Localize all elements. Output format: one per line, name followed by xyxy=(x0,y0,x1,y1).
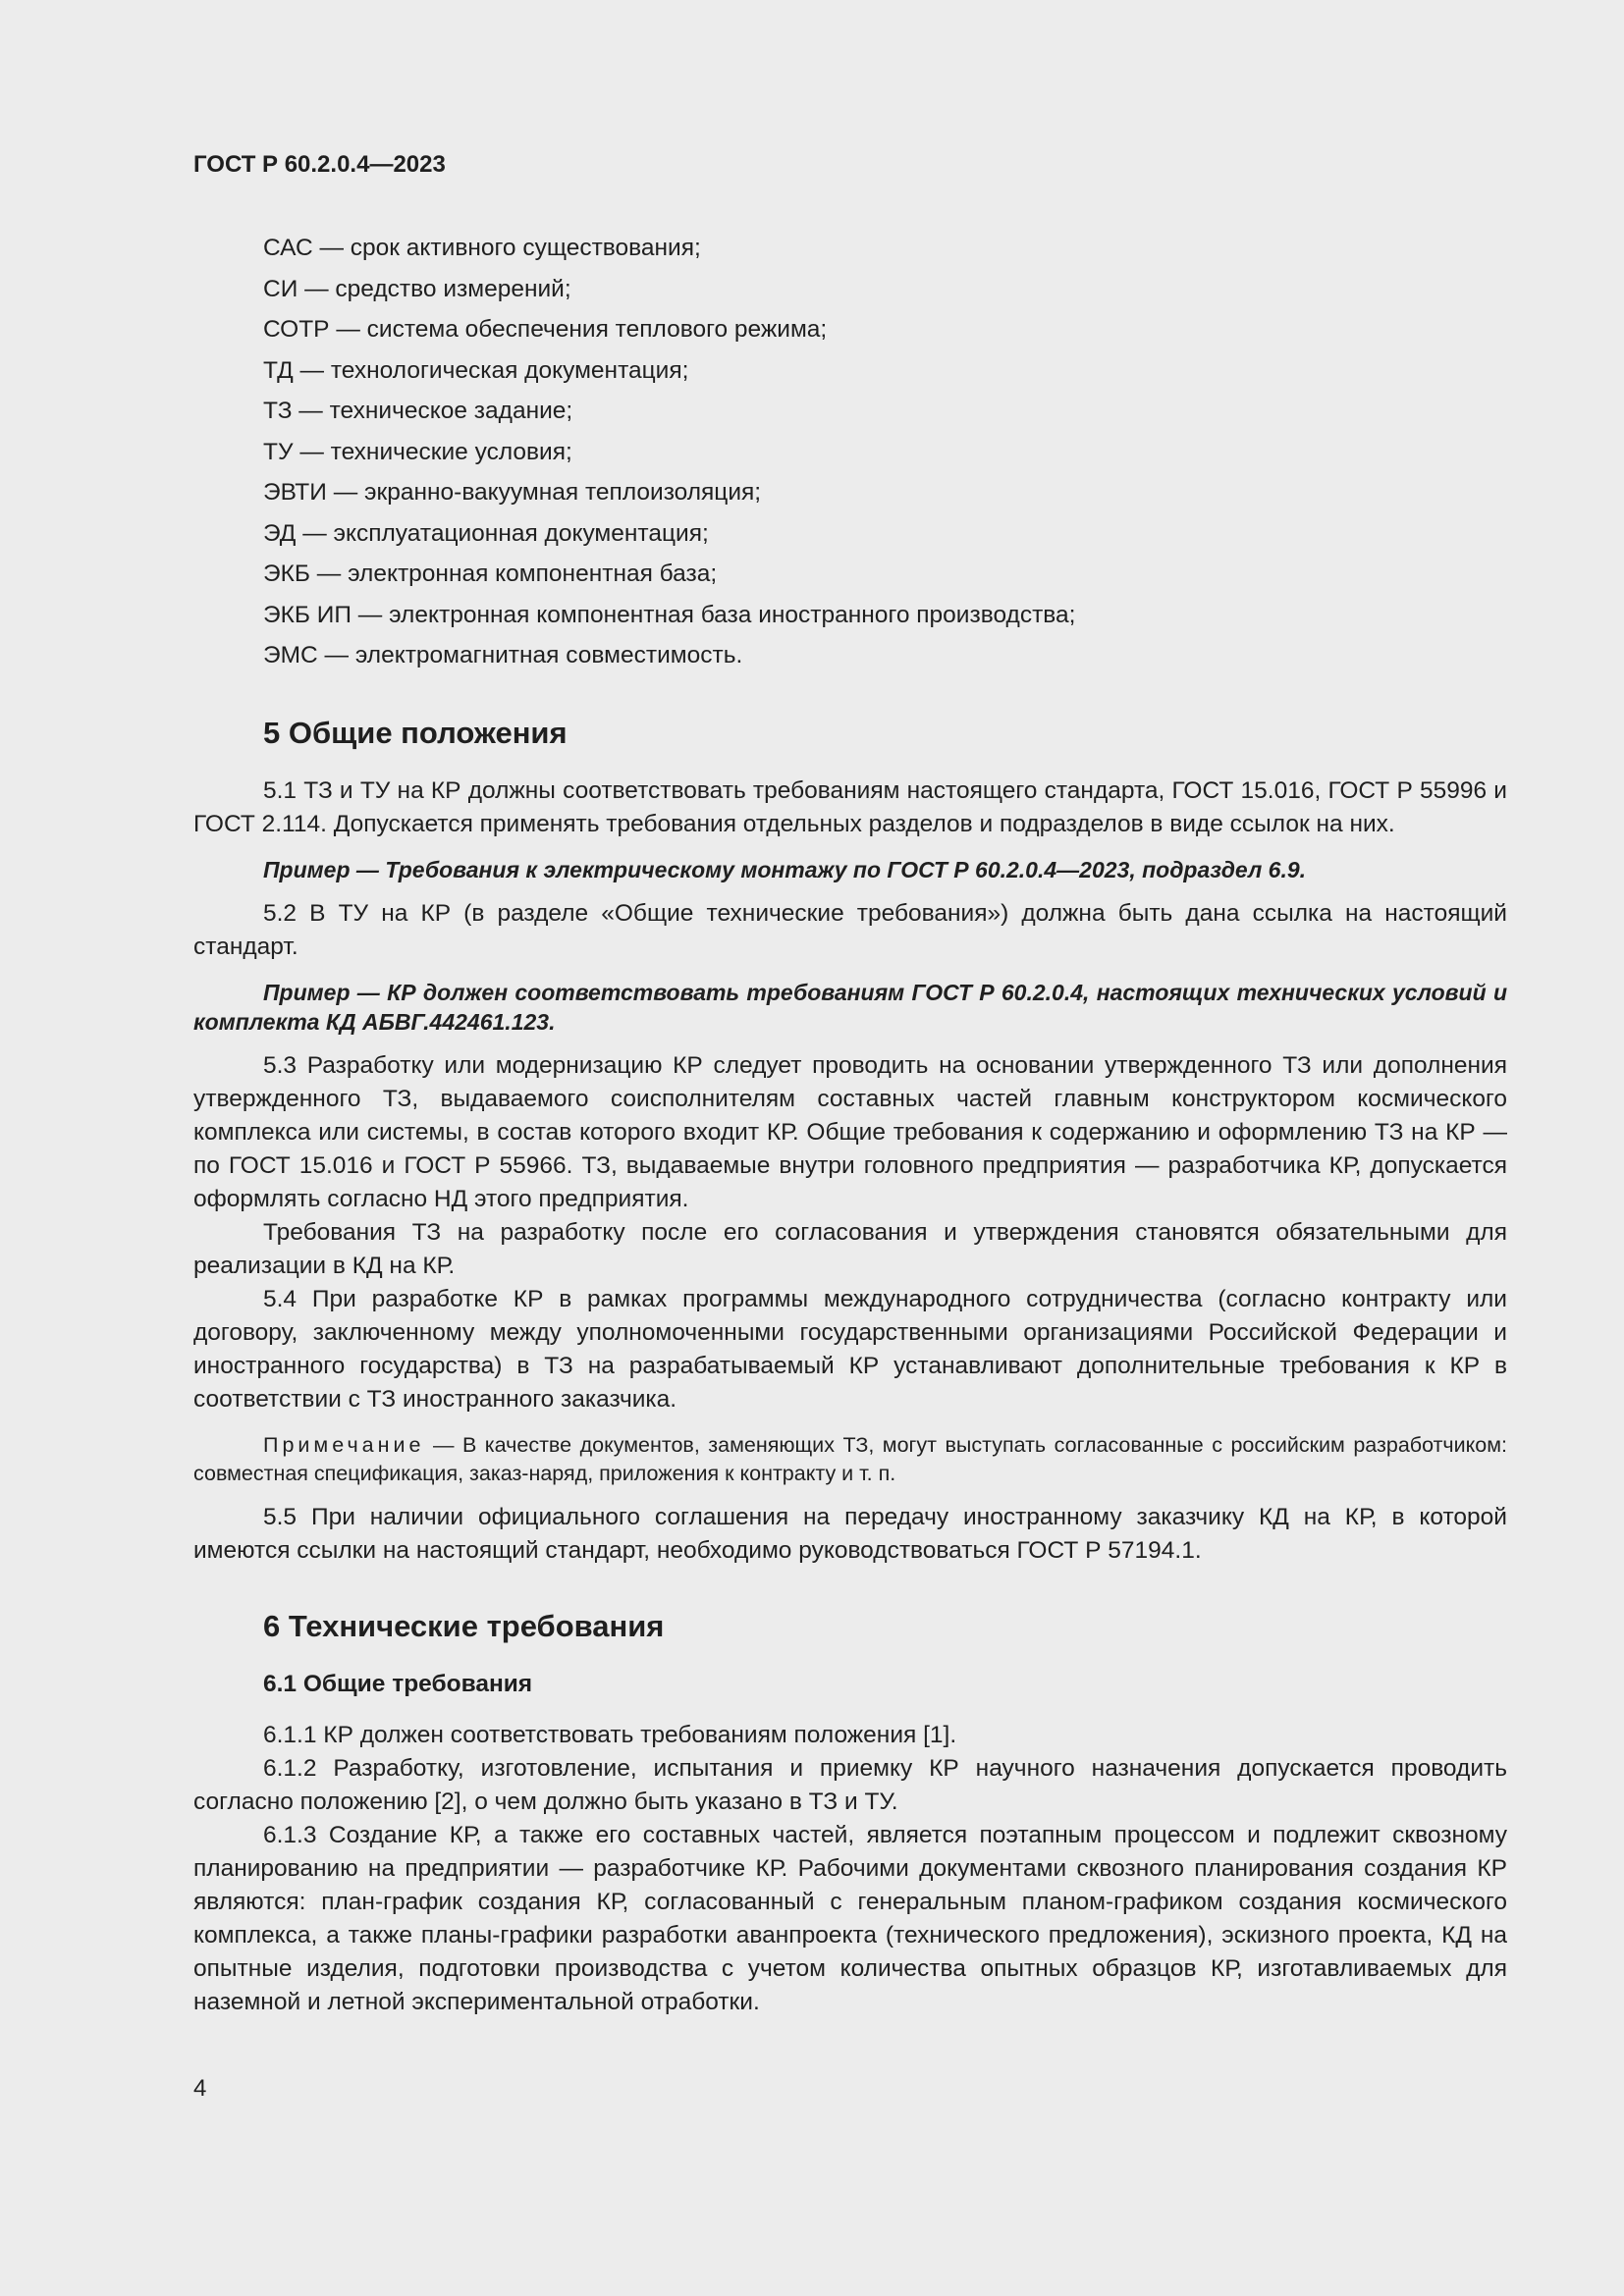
note-label: Примечание xyxy=(263,1432,425,1457)
abbreviation-item: СИ — средство измерений; xyxy=(263,275,571,302)
abbreviation-item: ТЗ — техническое задание; xyxy=(263,398,573,424)
example-1: Пример — Требования к электрическому монтажу по ГОСТ Р 60.2.0.4—2023, подраздел 6.9. xyxy=(263,856,1307,882)
abbreviation-item: ЭКБ ИП — электронная компонентная база иностранного производства; xyxy=(263,601,1076,628)
abbreviation-item: ЭМС — электромагнитная совместимость. xyxy=(263,642,743,668)
example-2: Пример — КР должен соответствовать требованиям ГОСТ Р 60.2.0.4, настоящих технических условий и комплекта КД АБВГ.442461.123. xyxy=(193,979,1507,1035)
document-header: ГОСТ Р 60.2.0.4—2023 xyxy=(193,151,446,178)
abbreviation-item: ЭВТИ — экранно-вакуумная теплоизоляция; xyxy=(263,479,762,506)
paragraph-5-4: 5.4 При разработке КР в рамках программы международного сотрудничества (согласно контракту или договору, заключенному между уполномоченными государственными организациями Российской Федерации и иностранного государства) в ТЗ на разрабатываемый КР устанавливают дополнительные требования к КР в соответствии с ТЗ иностранного заказчика. xyxy=(193,1285,1507,1413)
abbreviation-item: СОТР — система обеспечения теплового режима; xyxy=(263,316,828,343)
abbreviation-item: ТУ — технические условия; xyxy=(263,438,572,465)
paragraph-5-3: 5.3 Разработку или модернизацию КР следует проводить на основании утвержденного ТЗ или дополнения утвержденного ТЗ, выдаваемого соисполнителям составных частей главным конструктором космического комплекса или системы, в состав которого входит КР. Общие требования к содержанию и оформлению ТЗ на КР — по ГОСТ 15.016 и ГОСТ Р 55966. ТЗ, выдаваемые внутри головного предприятия — разработчика КР, допускается оформлять согласно НД этого предприятия. xyxy=(193,1051,1507,1212)
abbreviation-item: ЭКБ — электронная компонентная база; xyxy=(263,561,718,587)
abbreviation-item: САС — срок активного существования; xyxy=(263,235,701,261)
document-page xyxy=(193,147,1507,2019)
subsection-6-1-heading: 6.1 Общие требования xyxy=(263,1670,533,1697)
abbreviation-item: ТД — технологическая документация; xyxy=(263,356,689,384)
paragraph-5-3-continued: Требования ТЗ на разработку после его согласования и утверждения становятся обязательными для реализации в КД на КР. xyxy=(193,1218,1507,1279)
paragraph-6-1-1: 6.1.1 КР должен соответствовать требованиям положения [1]. xyxy=(263,1721,957,1748)
abbreviation-list xyxy=(193,228,1507,676)
abbreviation-item: ЭД — эксплуатационная документация; xyxy=(263,519,709,547)
paragraph-5-2: 5.2 В ТУ на КР (в разделе «Общие технические требования») должна быть дана ссылка на настоящий стандарт. xyxy=(193,899,1507,960)
paragraph-6-1-3: 6.1.3 Создание КР, а также его составных частей, является поэтапным процессом и подлежит сквозному планированию на предприятии — разработчике КР. Рабочими документами сквозного планирования создания КР являются: план-график создания КР, согласованный с генеральным планом-графиком создания космического комплекса, а также планы-графики разработки аванпроекта (технического предложения), эскизного проекта, КД на опытные изделия, подготовки производства с учетом количества опытных образцов КР, изготавливаемых для наземной и летной экспериментальной отработки. xyxy=(193,1821,1507,2015)
paragraph-5-1: 5.1 ТЗ и ТУ на КР должны соответствовать требованиям настоящего стандарта, ГОСТ 15.016, ГОСТ Р 55996 и ГОСТ 2.114. Допускается применять требования отдельных разделов и подразделов в виде ссылок на них. xyxy=(193,776,1507,837)
page-number: 4 xyxy=(193,2075,207,2102)
paragraph-5-5: 5.5 При наличии официального соглашения на передачу иностранному заказчику КД на КР, в которой имеются ссылки на настоящий стандарт, необходимо руководствоваться ГОСТ Р 57194.1. xyxy=(193,1503,1507,1564)
note-text: — В качестве документов, заменяющих ТЗ, могут выступать согласованные с российским разработчиком: совместная спецификация, заказ-наряд, приложения к контракту и т. п. xyxy=(193,1432,1507,1485)
note xyxy=(193,1431,1507,1488)
section-5-heading: 5 Общие положения xyxy=(263,715,568,750)
paragraph-6-1-2: 6.1.2 Разработку, изготовление, испытания и приемку КР научного назначения допускается проводить согласно положению [2], о чем должно быть указано в ТЗ и ТУ. xyxy=(193,1754,1507,1815)
section-6-heading: 6 Технические требования xyxy=(263,1608,665,1643)
